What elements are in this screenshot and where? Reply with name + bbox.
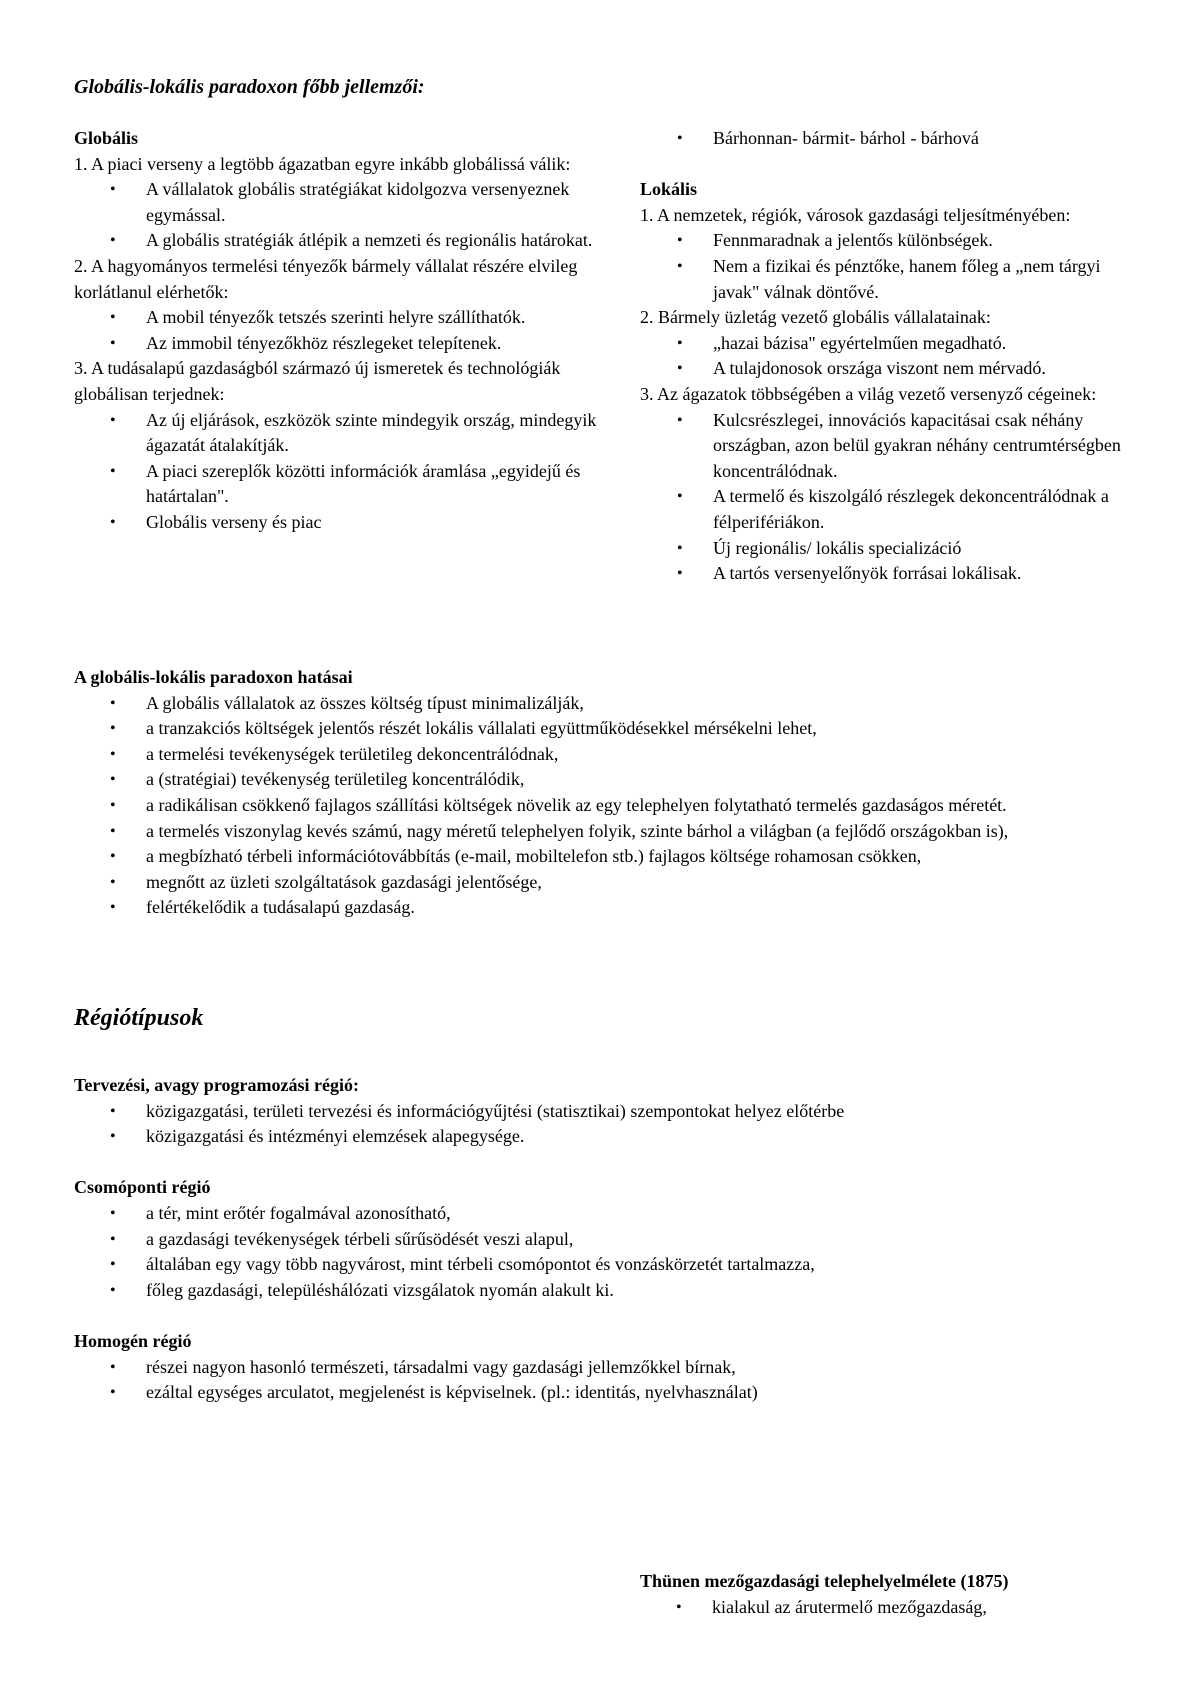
local-heading: Lokális — [640, 179, 698, 200]
bullet-icon: • — [110, 513, 116, 531]
bullet-icon: • — [677, 360, 683, 378]
list-item: • Az új eljárások, eszközök szinte mindegyik ország, mindegyik ágazatát átalakítják. — [110, 409, 597, 456]
list-item: • A globális stratégiák átlépik a nemzeti és regionális határokat. — [74, 228, 614, 254]
bullet-icon: • — [110, 411, 116, 429]
effects-section — [74, 665, 1134, 921]
bullet-icon: • — [110, 1128, 116, 1146]
bullet-icon: • — [110, 181, 116, 199]
bullet-icon: • — [110, 334, 116, 352]
bullet-icon: • — [110, 1384, 116, 1402]
homogeneous-region-heading: Homogén régió — [74, 1330, 192, 1351]
bullet-icon: • — [110, 848, 116, 866]
bullet-icon: • — [110, 1102, 116, 1120]
local-list-3 — [640, 408, 1130, 587]
list-item: • a termelési tevékenységek területileg dekoncentrálódnak, — [74, 742, 1134, 768]
global-intro-2: 2. A hagyományos termelési tényezők bármely vállalat részére elvileg korlátlanul elérhetők: — [74, 255, 578, 302]
list-item: • „hazai bázisa" egyértelműen megadható. — [640, 331, 1130, 357]
global-list-2 — [74, 305, 614, 356]
local-intro-3: 3. Az ágazatok többségében a világ vezető versenyző cégeinek: — [640, 383, 1097, 404]
effects-list — [74, 691, 1134, 921]
bullet-icon: • — [677, 411, 683, 429]
list-item: • Bárhonnan- bármit- bárhol - bárhová — [640, 126, 1130, 152]
planning-region-heading: Tervezési, avagy programozási régió: — [74, 1075, 359, 1095]
list-item: • A piaci szereplők közötti információk áramlása „egyidejű és határtalan". — [110, 460, 581, 507]
thunen-heading: Thünen mezőgazdasági telephelyelmélete (1875) — [640, 1571, 1009, 1591]
global-heading: Globális — [74, 128, 139, 148]
bullet-icon: • — [110, 873, 116, 891]
global-intro-1: 1. A piaci verseny a legtöbb ágazatban egyre inkább globálissá válik: — [74, 153, 571, 174]
global-list-1 — [74, 177, 614, 254]
global-list-3-continued — [640, 126, 1130, 152]
list-item: • a tér, mint erőtér fogalmával azonosítható, — [74, 1201, 1134, 1227]
list-item: • kialakul az árutermelő mezőgazdaság, — [640, 1595, 1140, 1621]
bullet-icon: • — [110, 720, 116, 738]
list-item: • a gazdasági tevékenységek térbeli sűrűsödését veszi alapul, — [74, 1227, 1134, 1253]
bullet-icon: • — [110, 1358, 116, 1376]
list-item: • közigazgatási, területi tervezési és információgyűjtési (statisztikai) szempontokat helyez előtérbe — [74, 1099, 1134, 1125]
bullet-icon: • — [677, 565, 683, 583]
bullet-icon: • — [110, 1256, 116, 1274]
bullet-icon: • — [110, 1204, 116, 1222]
global-column — [74, 126, 614, 536]
list-item: • általában egy vagy több nagyvárost, mint térbeli csomópontot és vonzáskörzetét tartalmazza, — [74, 1252, 1134, 1278]
bullet-icon: • — [676, 1598, 682, 1616]
global-list-3 — [74, 408, 614, 536]
local-list-1 — [640, 228, 1130, 305]
planning-region-list — [74, 1099, 1134, 1150]
page-title: Globális-lokális paradoxon főbb jellemzői: — [74, 76, 425, 98]
list-item: • Globális verseny és piac — [74, 510, 614, 536]
global-intro-3: 3. A tudásalapú gazdaságból származó új ismeretek és technológiák globálisan terjednek: — [74, 358, 561, 404]
list-item: • a tranzakciós költségek jelentős részét lokális vállalati együttműködésekkel mérsékelni lehet, — [74, 716, 1134, 742]
effects-heading: A globális-lokális paradoxon hatásai — [74, 667, 353, 687]
nodal-region-heading: Csomóponti régió — [74, 1177, 211, 1198]
bullet-icon: • — [110, 232, 116, 250]
list-item: • a (stratégiai) tevékenység területileg koncentrálódik, — [74, 767, 1134, 793]
region-types-title: Régiótípusok — [74, 1005, 204, 1031]
bullet-icon: • — [110, 822, 116, 840]
list-item: • Fennmaradnak a jelentős különbségek. — [640, 228, 1130, 254]
bullet-icon: • — [677, 488, 683, 506]
list-item: • Nem a fizikai és pénztőke, hanem főleg a „nem tárgyi javak" válnak döntővé. — [677, 255, 1101, 302]
bullet-icon: • — [110, 899, 116, 917]
local-list-2 — [640, 331, 1130, 382]
thunen-section — [640, 1569, 1140, 1620]
list-item: • megnőtt az üzleti szolgáltatások gazdasági jelentősége, — [74, 870, 1134, 896]
list-item: • főleg gazdasági, településhálózati vizsgálatok nyomán alakult ki. — [74, 1278, 1134, 1304]
bullet-icon: • — [110, 771, 116, 789]
list-item: • a megbízható térbeli információtovábbítás (e-mail, mobiltelefon stb.) fajlagos költsége rohamosan csökken, — [74, 844, 1134, 870]
list-item: • a radikálisan csökkenő fajlagos szállítási költségek növelik az egy telephelyen folytatható termelés gazdaságos méretét. — [74, 793, 1134, 819]
list-item: • Az immobil tényezőkhöz részlegeket telepítenek. — [74, 331, 614, 357]
bullet-icon: • — [677, 334, 683, 352]
bullet-icon: • — [110, 1230, 116, 1248]
local-intro-2: 2. Bármely üzletág vezető globális vállalatainak: — [640, 307, 991, 328]
list-item: • A tartós versenyelőnyök forrásai lokálisak. — [640, 561, 1130, 587]
list-item: • ezáltal egységes arculatot, megjelenést is képviselnek. (pl.: identitás, nyelvhasználat) — [74, 1380, 1134, 1406]
region-types-section — [74, 1003, 1134, 1406]
bullet-icon: • — [110, 309, 116, 327]
list-item: • A vállalatok globális stratégiákat kidolgozva versenyeznek egymással. — [110, 179, 570, 225]
list-item: • A termelő és kiszolgáló részlegek dekoncentrálódnak a félperifériákon. — [677, 486, 1109, 532]
list-item: • A mobil tényezők tetszés szerinti helyre szállíthatók. — [74, 305, 614, 331]
list-item: • Kulcsrészlegei, innovációs kapacitásai csak néhány országban, azon belül gyakran néhány centrumtérségben koncentrálódnak. — [677, 409, 1121, 481]
list-item: • A tulajdonosok országa viszont nem mérvadó. — [640, 356, 1130, 382]
bullet-icon: • — [677, 539, 683, 557]
bullet-icon: • — [110, 462, 116, 480]
bullet-icon: • — [110, 1281, 116, 1299]
list-item: • felértékelődik a tudásalapú gazdaság. — [74, 895, 1134, 921]
bullet-icon: • — [110, 796, 116, 814]
nodal-region-list — [74, 1201, 1134, 1303]
bullet-icon: • — [677, 130, 683, 147]
bullet-icon: • — [677, 257, 683, 275]
thunen-list — [640, 1595, 1140, 1621]
local-intro-1: 1. A nemzetek, régiók, városok gazdasági teljesítményében: — [640, 204, 1071, 225]
list-item: • a termelés viszonylag kevés számú, nagy méretű telephelyen folyik, szinte bárhol a világban (a fejlődő országokban is), — [74, 819, 1134, 845]
list-item: • részei nagyon hasonló természeti, társadalmi vagy gazdasági jellemzőkkel bírnak, — [74, 1355, 1134, 1381]
bullet-icon: • — [677, 232, 683, 250]
homogeneous-region-list — [74, 1355, 1134, 1406]
list-item: • közigazgatási és intézményi elemzések alapegysége. — [74, 1124, 1134, 1150]
bullet-icon: • — [110, 745, 116, 763]
list-item: • A globális vállalatok az összes költség típust minimalizálják, — [74, 691, 1134, 717]
list-item: • Új regionális/ lokális specializáció — [640, 536, 1130, 562]
local-column — [640, 126, 1130, 587]
bullet-icon: • — [110, 694, 116, 712]
